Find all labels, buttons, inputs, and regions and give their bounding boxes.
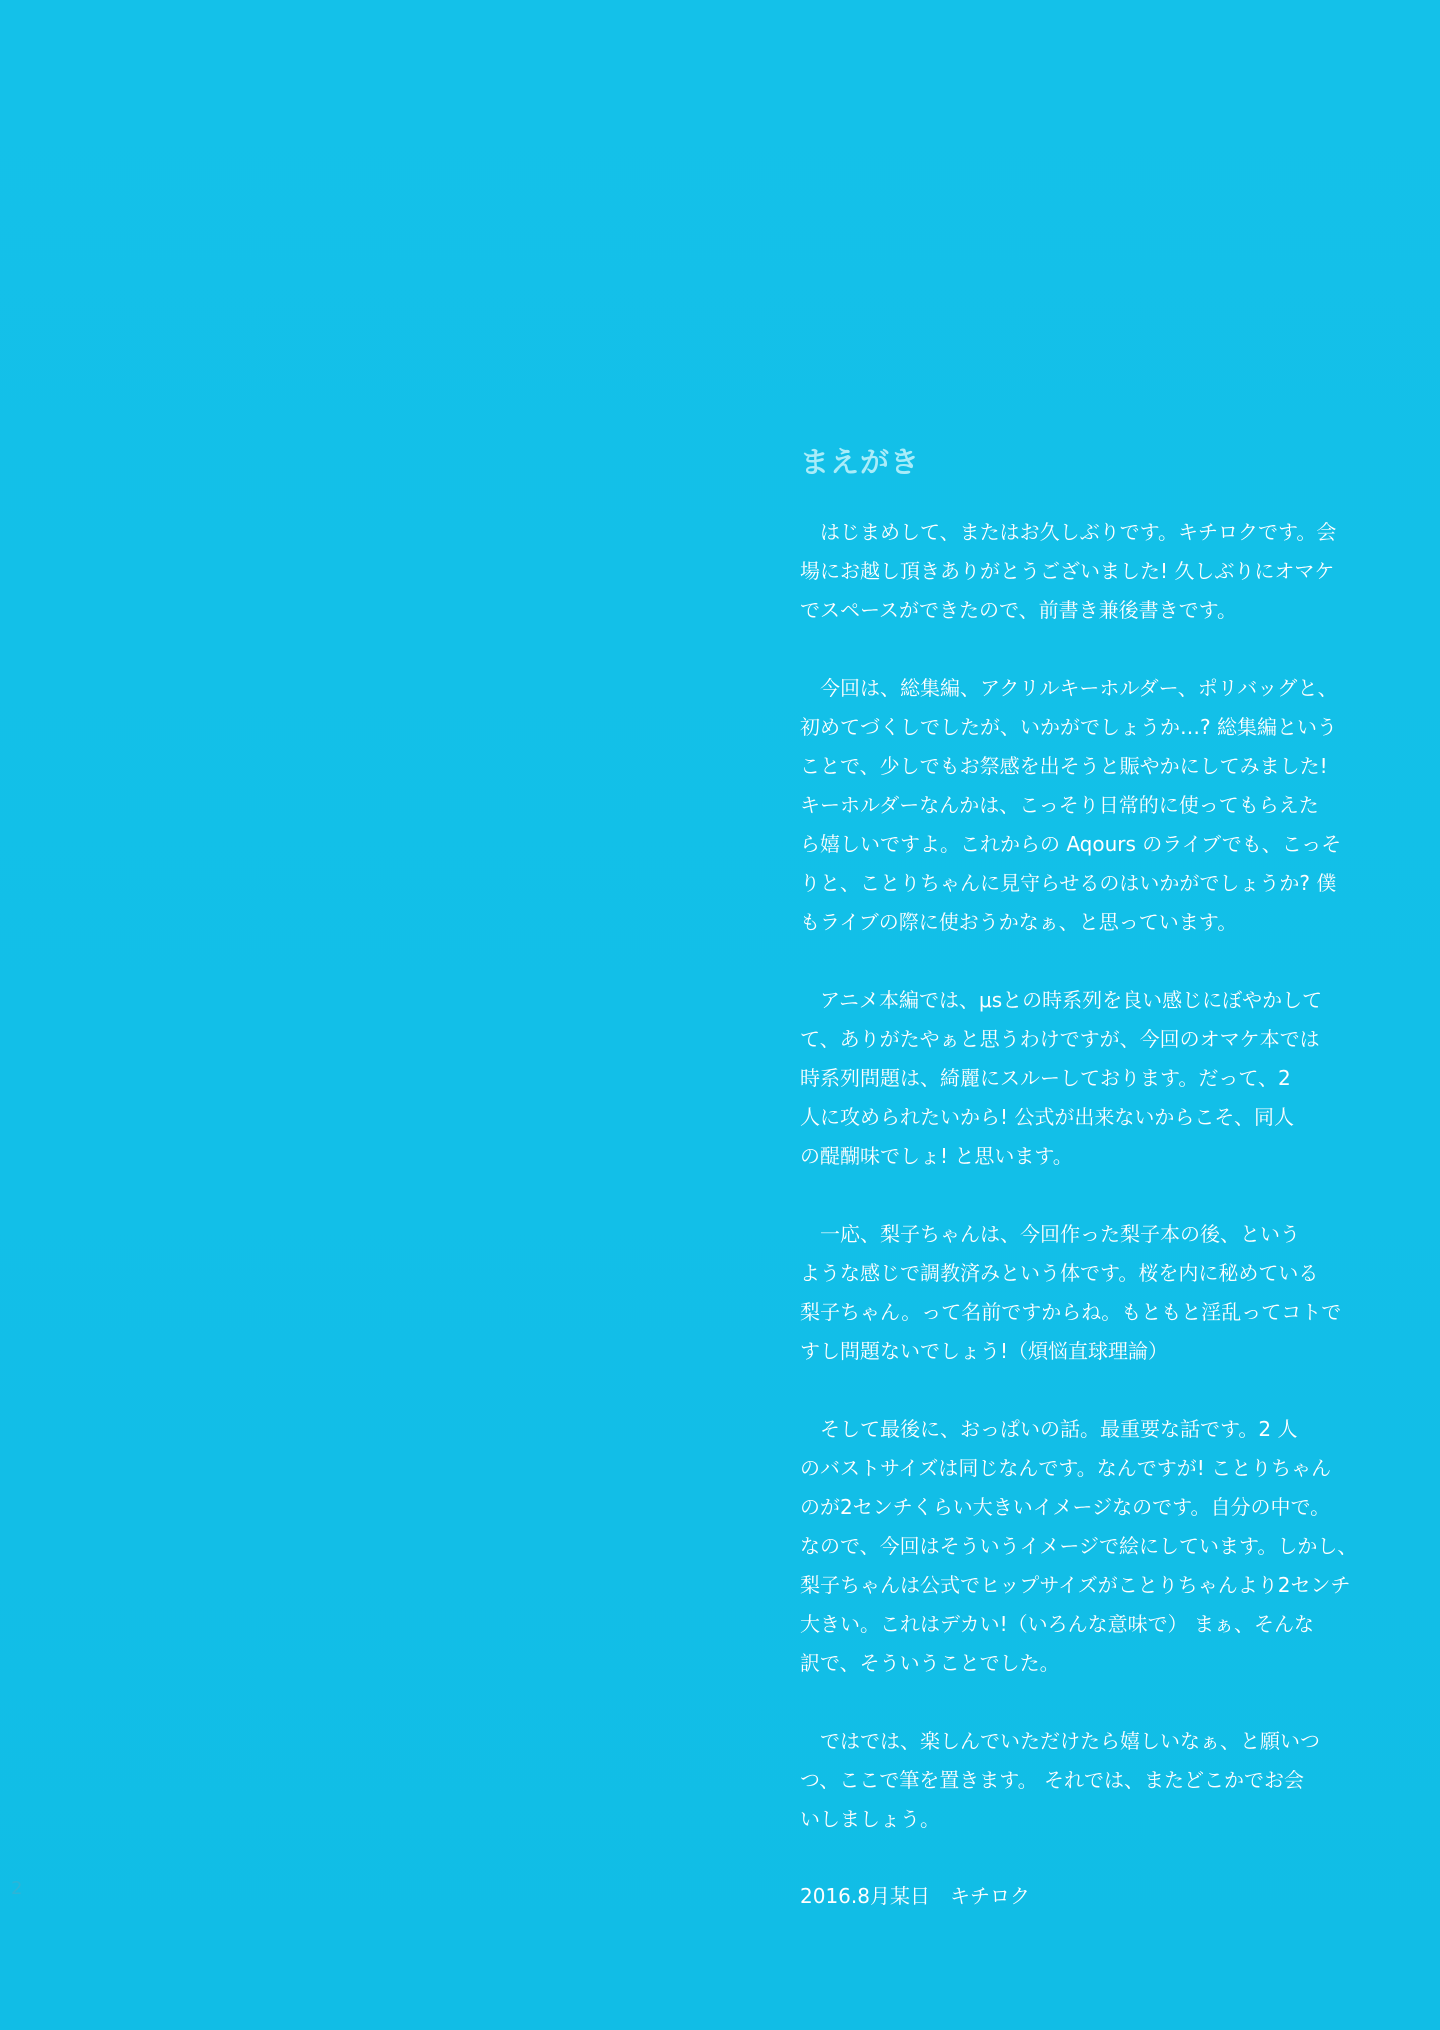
text-line: 一応、梨子ちゃんは、今回作った梨子本の後、という <box>800 1222 1300 1246</box>
text-line: ことで、少しでもお祭感を出そうと賑やかにしてみました! <box>800 754 1328 778</box>
text-line: 梨子ちゃんは公式でヒップサイズがことりちゃんより2センチ <box>800 1573 1351 1597</box>
text-line: て、ありがたやぁと思うわけですが、今回のオマケ本では <box>800 1027 1320 1051</box>
text-line: 今回は、総集編、アクリルキーホルダー、ポリバッグと、 <box>800 676 1338 700</box>
text-line: すし問題ないでしょう!（煩悩直球理論） <box>800 1339 1169 1363</box>
text-line: そして最後に、おっぱいの話。最重要な話です。2 人 <box>800 1417 1298 1441</box>
paragraph-6 <box>800 1722 1330 1839</box>
paragraph-4 <box>800 1215 1342 1371</box>
text-line: アニメ本編では、μsとの時系列を良い感じにぼやかして <box>800 988 1323 1012</box>
text-line: の醍醐味でしょ! と思います。 <box>800 1144 1073 1168</box>
text-line: 訳で、そういうことでした。 <box>800 1651 1060 1675</box>
signature: 2016.8月某日 キチロク <box>800 1884 1030 1908</box>
text-line: 時系列問題は、綺麗にスルーしております。だって、2 <box>800 1066 1291 1090</box>
text-line: ではでは、楽しんでいただけたら嬉しいなぁ、と願いつ <box>800 1729 1320 1753</box>
text-line: りと、ことりちゃんに見守らせるのはいかがでしょうか? 僕 <box>800 871 1337 895</box>
text-line: 場にお越し頂きありがとうございました! 久しぶりにオマケ <box>800 559 1335 583</box>
text-line: なので、今回はそういうイメージで絵にしています。しかし、 <box>800 1534 1358 1558</box>
page-number: 2 <box>11 1878 23 1899</box>
text-line: のが2センチくらい大きいイメージなのです。自分の中で。 <box>800 1495 1331 1519</box>
text-line: のバストサイズは同じなんです。なんですが! ことりちゃん <box>800 1456 1332 1480</box>
paragraph-3 <box>800 981 1330 1176</box>
paragraph-5 <box>800 1410 1358 1683</box>
text-line: つ、ここで筆を置きます。 それでは、またどこかでお会 <box>800 1768 1304 1792</box>
text-line: もライブの際に使おうかなぁ、と思っています。 <box>800 910 1238 934</box>
preface-body <box>800 513 1358 1878</box>
paragraph-2 <box>800 669 1342 942</box>
text-line: 人に攻められたいから! 公式が出来ないからこそ、同人 <box>800 1105 1294 1129</box>
text-line: でスペースができたので、前書き兼後書きです。 <box>800 598 1237 622</box>
text-line: 大きい。これはデカい!（いろんな意味で） まぁ、そんな <box>800 1612 1314 1636</box>
text-line: 初めてづくしでしたが、いかがでしょうか…? 総集編という <box>800 715 1337 739</box>
page-title: まえがき <box>800 445 921 479</box>
text-line: ような感じで調教済みという体です。桜を内に秘めている <box>800 1261 1319 1285</box>
text-line: 梨子ちゃん。って名前ですからね。もともと淫乱ってコトで <box>800 1300 1342 1324</box>
text-line: はじまめして、またはお久しぶりです。キチロクです。会 <box>800 520 1337 544</box>
paragraph-1 <box>800 513 1337 630</box>
text-line: ら嬉しいですよ。これからの Aqours のライブでも、こっそ <box>800 832 1342 856</box>
text-line: いしましょう。 <box>800 1807 940 1831</box>
text-line: キーホルダーなんかは、こっそり日常的に使ってもらえた <box>800 793 1319 817</box>
